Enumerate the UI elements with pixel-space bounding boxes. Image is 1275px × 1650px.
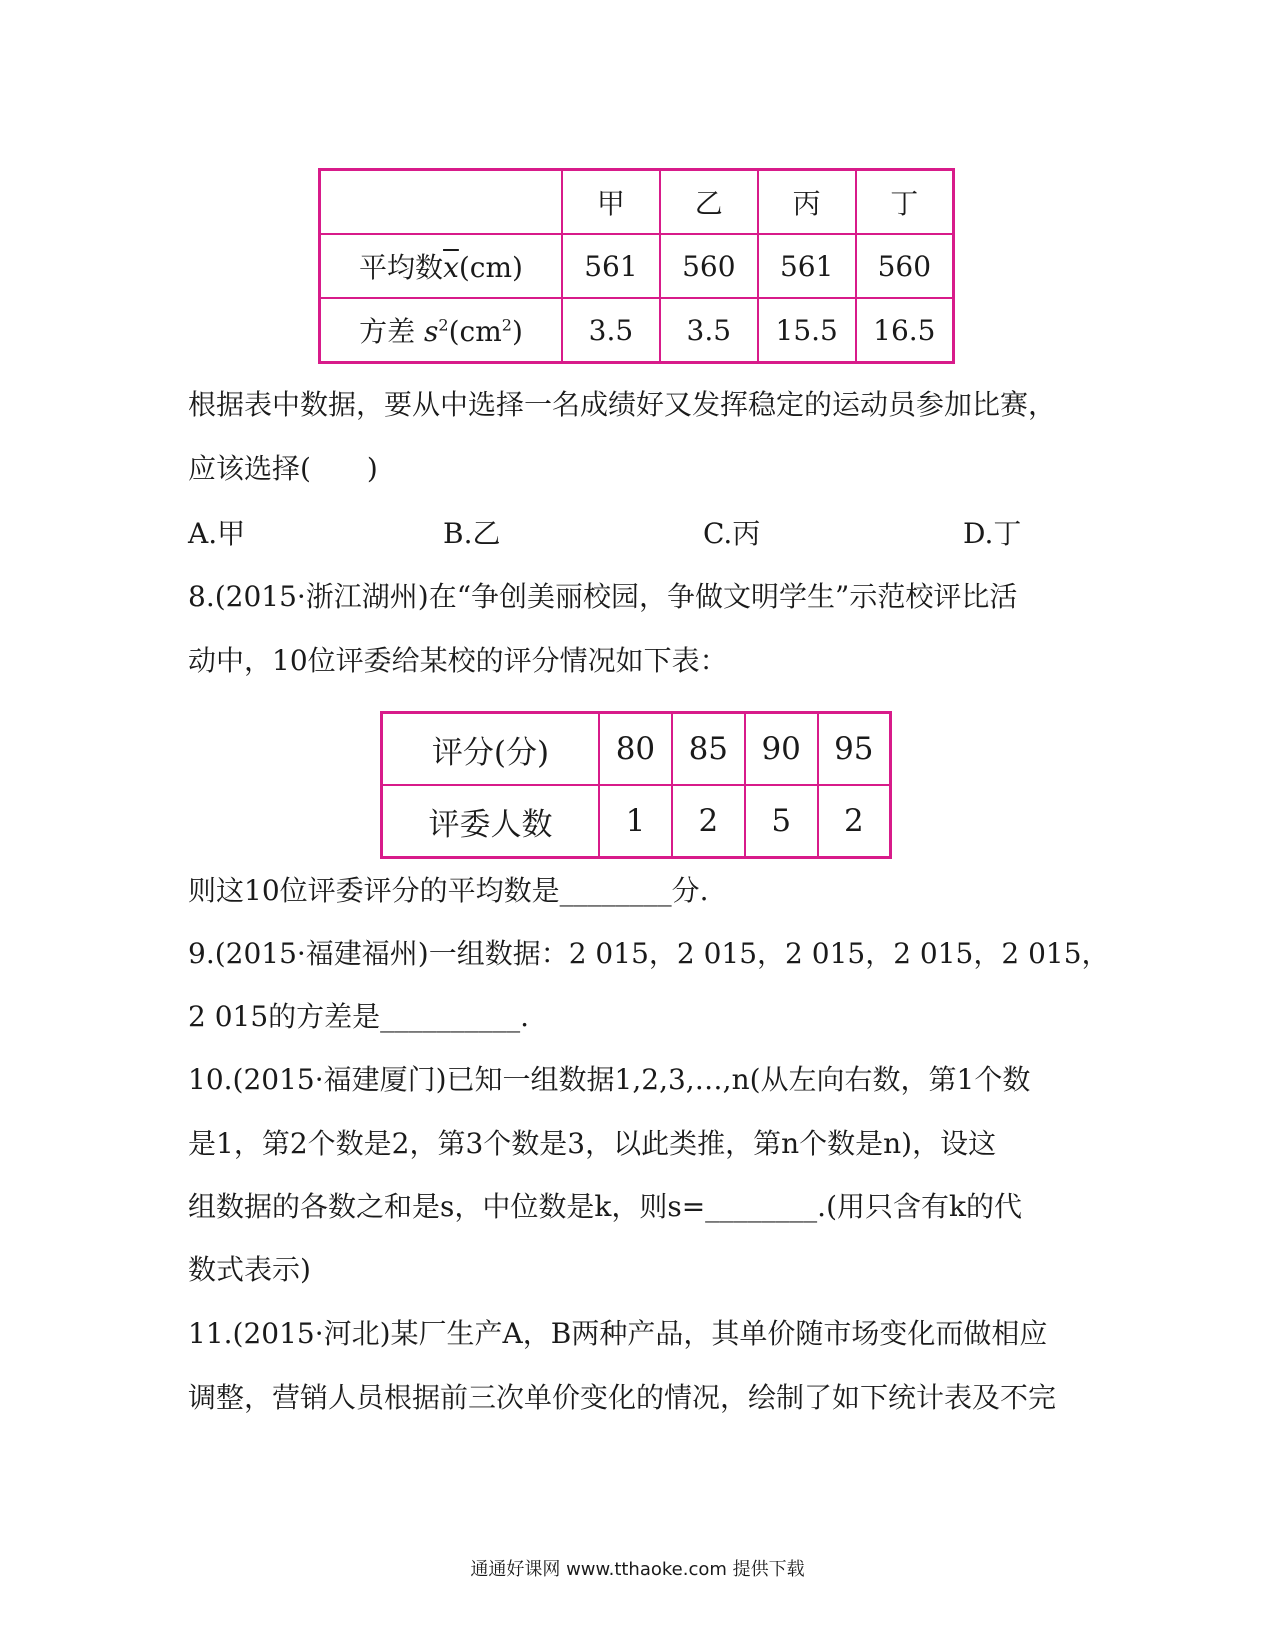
row-label-mean <box>320 234 563 298</box>
table-header-row <box>320 170 954 235</box>
q10-line-4: 数式表示) <box>188 1253 311 1286</box>
variance-symbol: s <box>424 315 439 348</box>
q10-line-3: 组数据的各数之和是s，中位数是k，则s=________.(用只含有k的代 <box>188 1190 1022 1223</box>
variance-symbol-sup: 2 <box>438 315 449 335</box>
q7-line-1: 根据表中数据，要从中选择一名成绩好又发挥稳定的运动员参加比赛， <box>188 388 1057 421</box>
score-cell: 85 <box>672 713 745 786</box>
q10-line-1: 10.(2015·福建厦门)已知一组数据1,2,3,…,n(从左向右数，第1个数 <box>188 1063 1031 1096</box>
variance-cell: 15.5 <box>758 298 856 363</box>
mean-cell: 560 <box>660 234 758 298</box>
q7-option-a: A.甲 <box>188 517 246 550</box>
variance-unit-pre: (cm <box>448 315 502 348</box>
table-row-mean <box>320 234 954 298</box>
judge-count-cell: 1 <box>599 785 672 858</box>
q11-line-1: 11.(2015·河北)某厂生产A，B两种产品，其单价随市场变化而做相应 <box>188 1317 1048 1350</box>
header-ding: 丁 <box>856 170 954 235</box>
judge-count-row <box>382 785 891 858</box>
q8-line-3: 则这10位评委评分的平均数是________分. <box>188 874 709 907</box>
variance-unit-sup: 2 <box>501 315 512 335</box>
judge-count-cell: 5 <box>745 785 818 858</box>
q7-option-b: B.乙 <box>443 517 501 550</box>
variance-label-text: 方差 <box>359 315 425 348</box>
q8-line-1: 8.(2015·浙江湖州)在“争创美丽校园，争做文明学生”示范校评比活 <box>188 580 1018 613</box>
score-cell: 90 <box>745 713 818 786</box>
q10-line-2: 是1，第2个数是2，第3个数是3，以此类推，第n个数是n)，设这 <box>188 1127 997 1160</box>
q9-line-2: 2 015的方差是__________. <box>188 1000 530 1033</box>
q8-line-2: 动中，10位评委给某校的评分情况如下表： <box>188 644 728 677</box>
header-yi: 乙 <box>660 170 758 235</box>
variance-unit-post: ) <box>511 315 523 348</box>
score-cell: 80 <box>599 713 672 786</box>
judge-count-label: 评委人数 <box>382 785 600 858</box>
variance-cell: 3.5 <box>562 298 660 363</box>
variance-cell: 16.5 <box>856 298 954 363</box>
row-label-variance <box>320 298 563 363</box>
score-row-label: 评分(分) <box>382 713 600 786</box>
table-row-variance <box>320 298 954 363</box>
mean-label-text: 平均数 <box>359 251 444 284</box>
q11-line-2: 调整，营销人员根据前三次单价变化的情况，绘制了如下统计表及不完 <box>188 1381 1057 1414</box>
judge-count-cell: 2 <box>818 785 891 858</box>
header-jia: 甲 <box>562 170 660 235</box>
page-footer: 通通好课网 www.tthaoke.com 提供下载 <box>470 1559 805 1580</box>
score-row <box>382 713 891 786</box>
header-bing: 丙 <box>758 170 856 235</box>
variance-cell: 3.5 <box>660 298 758 363</box>
mean-unit: (cm) <box>458 251 523 284</box>
judge-count-cell: 2 <box>672 785 745 858</box>
q7-line-2: 应该选择( ) <box>188 452 378 485</box>
athlete-stats-table <box>318 168 955 364</box>
q7-option-d: D.丁 <box>963 517 1022 550</box>
judge-score-table <box>380 711 892 859</box>
mean-cell: 561 <box>562 234 660 298</box>
score-cell: 95 <box>818 713 891 786</box>
q9-line-1: 9.(2015·福建福州)一组数据：2 015，2 015，2 015，2 015，2 015， <box>188 937 1110 970</box>
mean-symbol: $\overline{x}$ <box>443 251 459 284</box>
q7-option-c: C.丙 <box>703 517 761 550</box>
table-corner-cell <box>320 170 563 235</box>
mean-cell: 560 <box>856 234 954 298</box>
mean-cell: 561 <box>758 234 856 298</box>
